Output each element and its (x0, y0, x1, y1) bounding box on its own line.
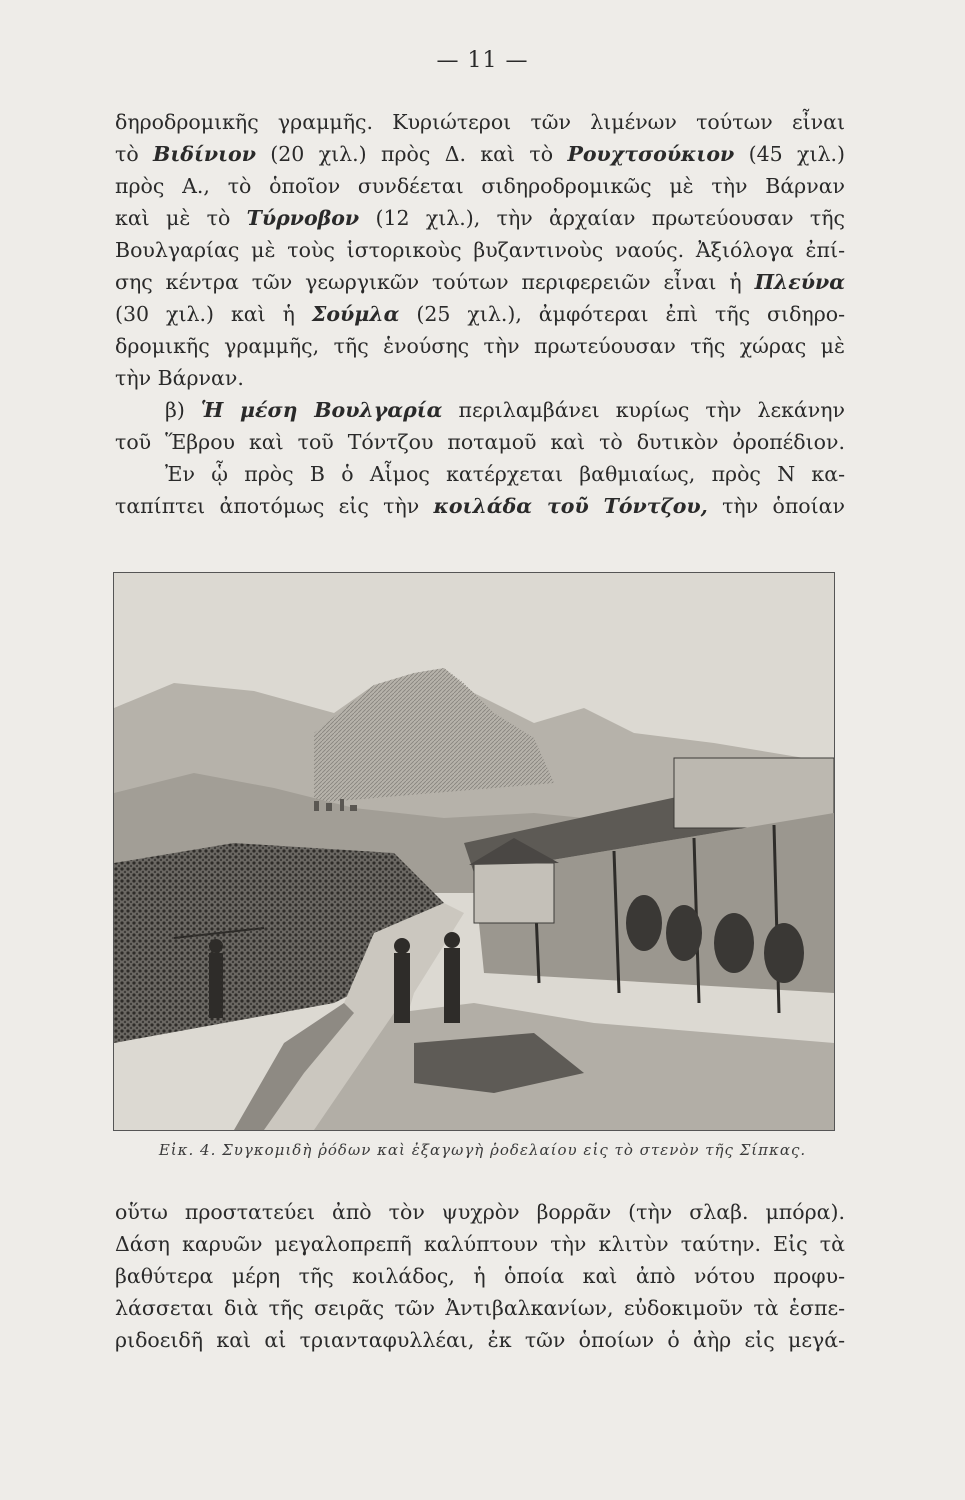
text-line: β) Ἡ μέση Βουλγαρία περιλαμβάνει κυρίως τὴν λεκάνην (165, 398, 845, 422)
text-line: δρομικῆς γραμμῆς, τῆς ἑνούσης τὴν πρωτεύουσαν τῆς χώρας μὲ (115, 334, 845, 358)
place-name-pleven: Πλεύνα (754, 270, 845, 294)
place-name-tarnovo: Τύρνοβον (246, 206, 360, 230)
figure-caption: Εἰκ. 4. Συγκομιδὴ ῥόδων καὶ ἐξαγωγὴ ῥοδελαίου εἰς τὸ στενὸν τῆς Σίπκας. (158, 1141, 807, 1159)
text-line: (30 χιλ.) καὶ ἡ Σούμλα (25 χιλ.), ἀμφότεραι ἐπὶ τῆς σιδηρο- (115, 302, 846, 326)
bottom-paragraph (115, 1196, 845, 1356)
text-line: τοῦ Ἕβρου καὶ τοῦ Τόντζου ποταμοῦ καὶ τὸ δυτικὸν ὀροπέδιον. (115, 430, 845, 454)
text-line: τὴν Βάρναν. (115, 366, 244, 390)
text-line: λάσσεται διὰ τῆς σειρᾶς τῶν Ἀντιβαλκανίων, εὐδοκιμοῦν τὰ ἑσπε- (115, 1296, 845, 1320)
place-name-vidin: Βιδίνιον (153, 142, 256, 166)
page-number: — 11 — (436, 48, 529, 73)
text-line: Δάση καρυῶν μεγαλοπρεπῆ καλύπτουν τὴν κλιτὺν ταύτην. Εἰς τὰ (115, 1232, 845, 1256)
text-line: ταπίπτει ἀποτόμως εἰς τὴν κοιλάδα τοῦ Τόντζου, τὴν ὁποίαν (115, 494, 845, 518)
text-line: βαθύτερα μέρη τῆς κοιλάδος, ἡ ὁποία καὶ ἀπὸ νότου προφυ- (115, 1264, 845, 1288)
text-line: ριδοειδῆ καὶ αἱ τριανταφυλλέαι, ἐκ τῶν ὁποίων ὁ ἀὴρ εἰς μεγά- (115, 1328, 845, 1352)
section-heading: Ἡ μέση Βουλγαρία (200, 398, 443, 422)
text-line: καὶ μὲ τὸ Τύρνοβον (12 χιλ.), τὴν ἀρχαίαν πρωτεύουσαν τῆς (115, 206, 845, 230)
text-line: οὕτω προστατεύει ἀπὸ τὸν ψυχρὸν βορρᾶν (τὴν σλαβ. μπόρα). (115, 1200, 845, 1224)
text-line: σης κέντρα τῶν γεωργικῶν τούτων περιφερειῶν εἶναι ἡ Πλεύνα (115, 270, 845, 294)
engraving-illustration (113, 572, 835, 1131)
top-paragraphs (115, 106, 845, 522)
text-line: Βουλγαρίας μὲ τοὺς ἱστορικοὺς βυζαντινοὺς ναούς. Ἀξιόλογα ἐπί- (115, 238, 845, 262)
place-name-ruse: Ρουχτσούκιον (567, 142, 735, 166)
text-line: πρὸς Α., τὸ ὁποῖον συνδέεται σιδηροδρομικῶς μὲ τὴν Βάρναν (115, 174, 845, 198)
text-line: δηροδρομικῆς γραμμῆς. Κυριώτεροι τῶν λιμένων τούτων εἶναι (115, 110, 845, 134)
text-line: Ἐν ᾧ πρὸς Β ὁ Αἷμος κατέρχεται βαθμιαίως, πρὸς Ν κα- (165, 462, 845, 486)
place-name-tundzha-valley: κοιλάδα τοῦ Τόντζου, (433, 494, 708, 518)
text-line: τὸ Βιδίνιον (20 χιλ.) πρὸς Δ. καὶ τὸ Ρουχτσούκιον (45 χιλ.) (115, 142, 845, 166)
place-name-shumen: Σούμλα (311, 302, 400, 326)
